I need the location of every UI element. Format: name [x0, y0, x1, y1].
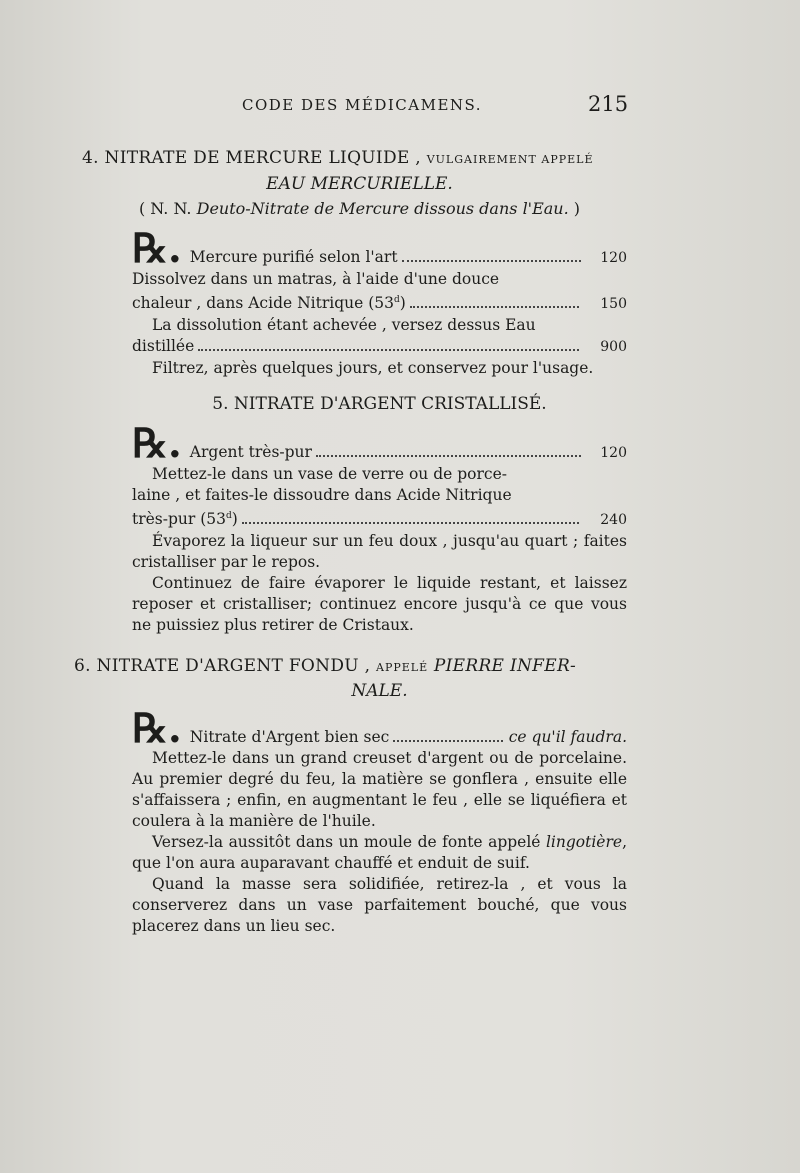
step-text: distillée: [132, 337, 195, 356]
dot-leader: [402, 260, 581, 262]
section-5-step-1-line-1: Mettez-le dans un vase de verre ou de porce-: [152, 465, 507, 484]
dot-leader: [393, 740, 502, 742]
section-4-step-3: Filtrez, après quelques jours, et conservez pour l'usage.: [152, 359, 594, 378]
step-quantity: 240: [600, 512, 627, 529]
nomenclature-close: ): [573, 199, 581, 218]
section-4-subtitle: EAU MERCURIELLE.: [266, 174, 453, 194]
step-text: Versez-la aussitôt dans un moule de fonte appelé: [152, 833, 541, 852]
section-6-step-3: Quand la masse sera solidifiée, retirez-la , et vous la conserverez dans un vase parfaitement bouché, que vous placerez dans un lieu sec.: [132, 875, 627, 936]
reference-superscript: d: [226, 511, 232, 522]
step-quantity: 150: [600, 296, 627, 313]
section-4-recipe-line: [132, 225, 627, 272]
section-5-step-3: Continuez de faire évaporer le liquide restant, et laissez reposer et cristalliser; continuez encore jusqu'à ce que vous ne puissiez plus retirer de Cristaux.: [132, 574, 627, 635]
recipe-symbol-icon: ℞.: [132, 705, 182, 753]
section-4-title: [82, 146, 627, 172]
section-6-title-continued: NALE.: [351, 681, 408, 702]
ingredient-text: Mercure purifié selon l'art: [189, 248, 398, 266]
section-4-step-2-line-1: La dissolution étant achevée , versez dessus Eau: [152, 316, 536, 335]
section-4-nomenclature: [92, 196, 627, 222]
reference-superscript: d: [393, 295, 400, 305]
ingredient-text: Nitrate d'Argent bien sec: [189, 728, 390, 747]
step-quantity: 900: [600, 339, 627, 356]
dot-leader: [410, 306, 579, 308]
section-6-title-main: 6. NITRATE D'ARGENT FONDU ,: [74, 656, 371, 677]
section-5-recipe-line: [132, 420, 627, 468]
recipe-symbol-icon: ℞.: [132, 225, 182, 272]
ingredient-quantity: 120: [600, 445, 627, 462]
dot-leader: [242, 522, 579, 524]
nomenclature-open: ( N. N.: [138, 199, 192, 218]
section-4-title-small: VULGAIREMENT APPELÉ: [426, 153, 594, 166]
running-title: CODE DES MÉDICAMENS.: [242, 96, 483, 114]
section-4-step-1-line-1: Dissolvez dans un matras, à l'aide d'une douce: [132, 270, 500, 288]
step-text-end: , que l'on aura auparavant chauffé et enduit de suif.: [132, 833, 627, 873]
section-5-step-2: Évaporez la liqueur sur un feu doux , jusqu'au quart ; faites cristalliser par le repos.: [132, 532, 627, 572]
term-italic: lingotière: [545, 833, 623, 852]
section-6-step-2: [132, 832, 627, 874]
section-6-step-1: Mettez-le dans un grand creuset d'argent ou de porcelaine. Au premier degré du feu, la matière se gonflera , ensuite elle s'affaissera ; enfin, en augmentant le feu , elle se liquéfiera et coulera à la manière de l'huile.: [132, 749, 627, 831]
step-text-end: ): [399, 294, 406, 313]
page-content: [74, 146, 627, 937]
section-6-title-italic: PIERRE INFER-: [433, 656, 577, 677]
section-4-title-main: 4. NITRATE DE MERCURE LIQUIDE ,: [82, 148, 421, 168]
step-text: chaleur , dans Acide Nitrique (53: [132, 294, 394, 313]
nomenclature-name: Deuto-Nitrate de Mercure dissous dans l'Eau.: [196, 199, 569, 218]
step-text-end: ): [231, 510, 238, 529]
ingredient-text: Argent très-pur: [189, 443, 312, 462]
step-text: très-pur (53: [132, 510, 227, 529]
dot-leader: [198, 349, 579, 351]
ingredient-quantity: 120: [600, 250, 627, 266]
section-6-recipe-line: [132, 705, 627, 753]
dot-leader: [316, 455, 581, 457]
section-6-title: [74, 654, 627, 680]
section-5-step-1-line-3: [132, 506, 627, 531]
recipe-symbol-icon: ℞.: [132, 420, 182, 468]
section-4-step-2-line-2: [132, 336, 627, 358]
section-5-title: 5. NITRATE D'ARGENT CRISTALLISÉ.: [212, 394, 547, 415]
section-6-title-small: APPELÉ: [376, 661, 429, 675]
page-number: 215: [588, 92, 629, 116]
section-4-step-1-line-2: [132, 290, 627, 315]
section-5-step-1-line-2: laine , et faites-le dissoudre dans Acide Nitrique: [132, 486, 512, 505]
ingredient-quantity: ce qu'il faudra.: [508, 728, 627, 747]
running-head: [0, 92, 800, 122]
